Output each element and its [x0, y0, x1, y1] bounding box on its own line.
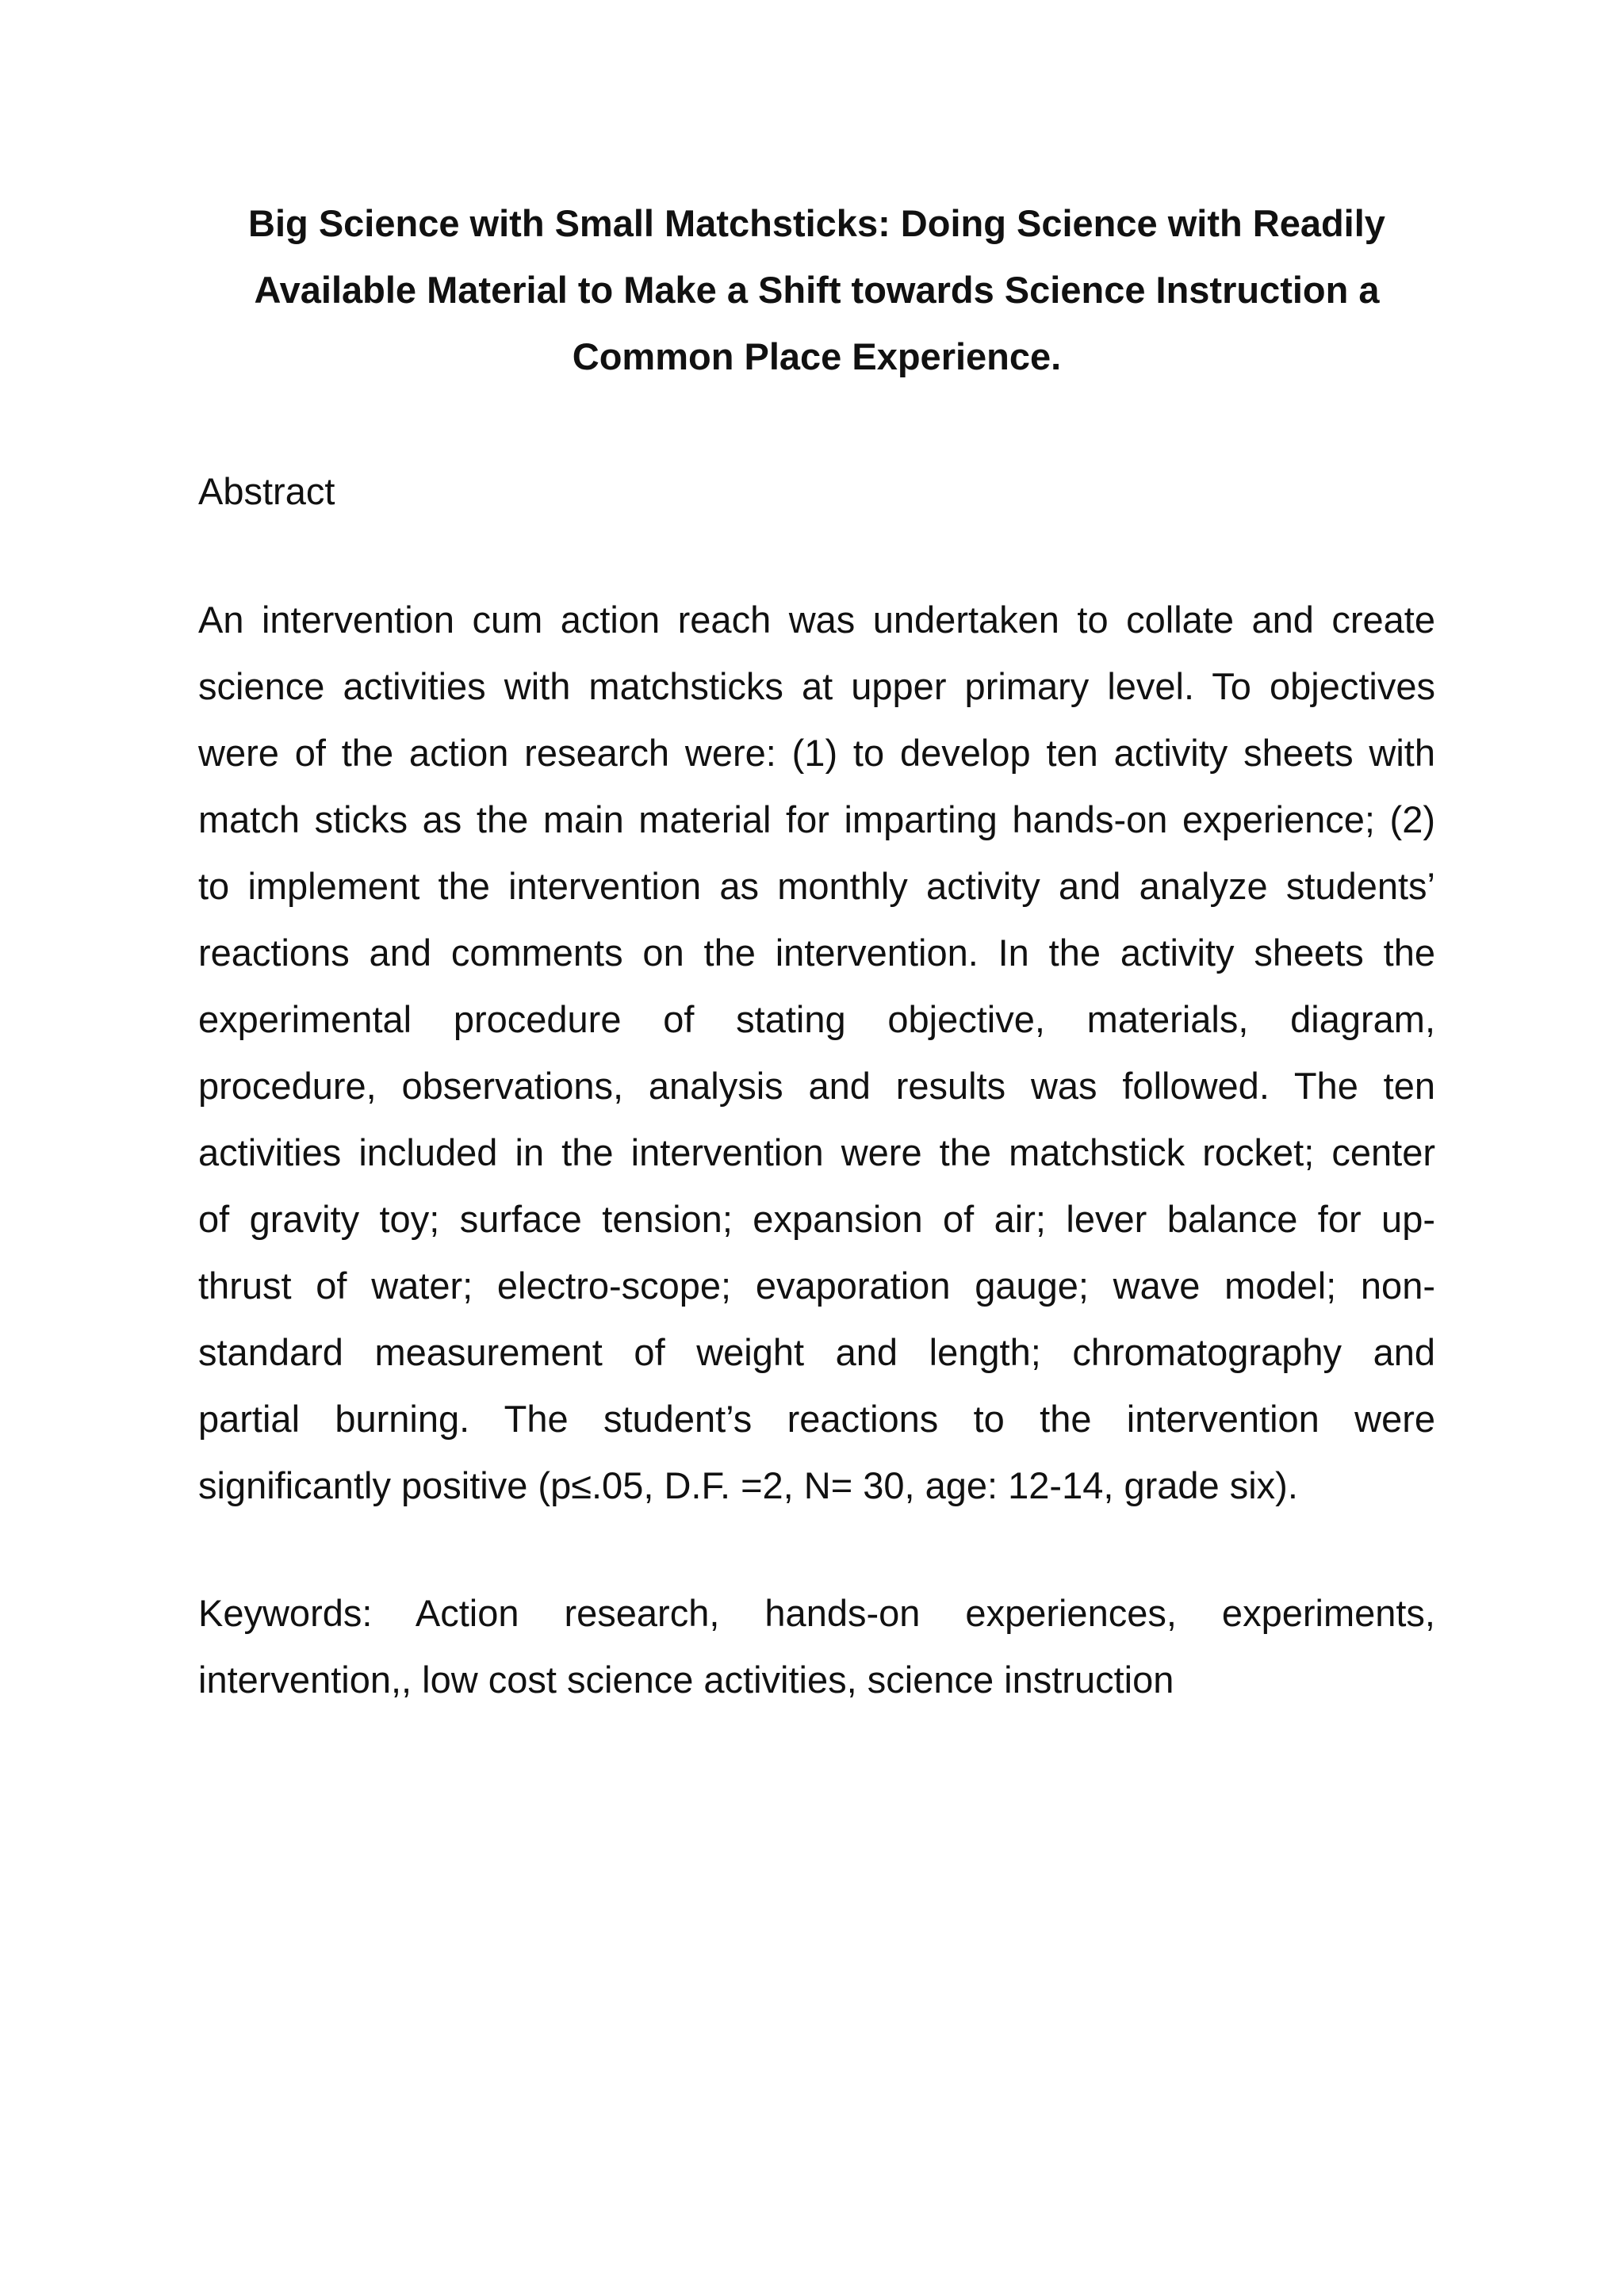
- abstract-line: standard measurement of weight and length; chromatography and: [198, 1331, 1435, 1373]
- keywords-line: intervention,, low cost science activities, science instruction: [198, 1659, 1174, 1701]
- keywords: [198, 1580, 1435, 1713]
- paper-title: [198, 190, 1435, 390]
- abstract-heading: Abstract: [198, 470, 335, 512]
- title-line: Available Material to Make a Shift towards Science Instruction a: [254, 269, 1380, 311]
- abstract-line: thrust of water; electro-scope; evaporation gauge; wave model; non-: [198, 1265, 1435, 1307]
- abstract-line: of gravity toy; surface tension; expansion of air; lever balance for up-: [198, 1198, 1435, 1240]
- abstract-line: An intervention cum action reach was undertaken to collate and create: [198, 599, 1435, 641]
- abstract-body: [198, 587, 1435, 1519]
- abstract-line: to implement the intervention as monthly activity and analyze students’: [198, 865, 1435, 907]
- title-line: Big Science with Small Matchsticks: Doing Science with Readily: [248, 202, 1385, 244]
- abstract-line: reactions and comments on the intervention. In the activity sheets the: [198, 932, 1435, 974]
- abstract-line: experimental procedure of stating objective, materials, diagram,: [198, 998, 1435, 1040]
- keywords-line: Keywords: Action research, hands-on experiences, experiments,: [198, 1592, 1435, 1634]
- title-line: Common Place Experience.: [572, 335, 1062, 377]
- abstract-line: match sticks as the main material for imparting hands-on experience; (2): [198, 798, 1435, 840]
- abstract-line: science activities with matchsticks at upper primary level. To objectives: [198, 665, 1435, 707]
- abstract-line: partial burning. The student’s reactions to the intervention were: [198, 1398, 1435, 1440]
- abstract-line: procedure, observations, analysis and results was followed. The ten: [198, 1065, 1435, 1107]
- abstract-line: activities included in the intervention were the matchstick rocket; center: [198, 1131, 1435, 1173]
- abstract-line: were of the action research were: (1) to develop ten activity sheets with: [198, 732, 1435, 774]
- abstract-line: significantly positive (p≤.05, D.F. =2, N= 30, age: 12-14, grade six).: [198, 1464, 1298, 1506]
